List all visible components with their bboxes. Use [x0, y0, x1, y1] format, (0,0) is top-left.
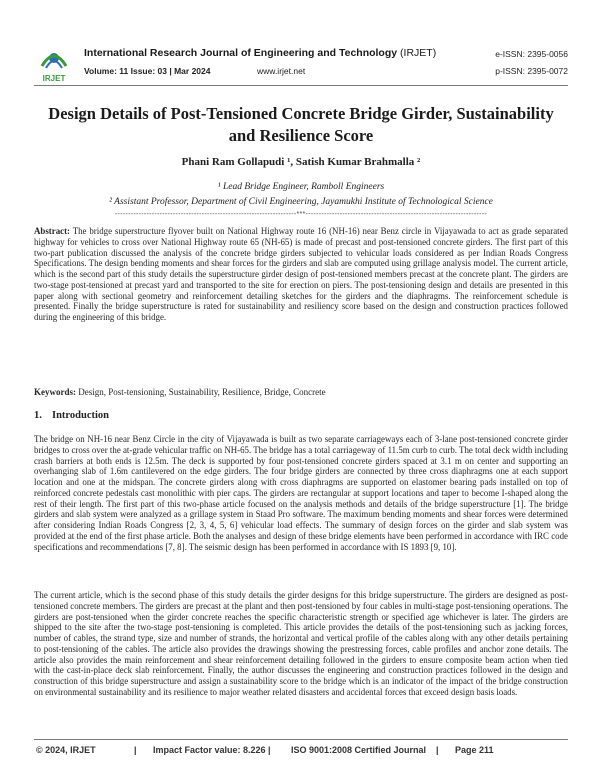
iso-certification: ISO 9001:2008 Certified Journal [291, 745, 427, 755]
footer-sep-1: | [134, 745, 137, 755]
section-number: 1. [34, 410, 42, 421]
separator-line: ---------------------------------------------------------------------***--------------------------------------------------------------------- [114, 211, 488, 218]
copyright: © 2024, IRJET [36, 745, 96, 755]
footer-rule [34, 739, 568, 740]
abstract-label: Abstract: [34, 226, 70, 236]
impact-factor: Impact Factor value: 8.226 [153, 745, 266, 755]
intro-paragraph-2: The current article, which is the second phase of this study details the girder designs for this bridge superstructure. The girders are designed as post-tensioned concrete members. The girders are precast at the plant and then post-tensioned by four cables in multi-stage post-tensioning operations. The girders are post-tensioned when the girder concrete reaches the specific characteristic strength or specified age whichever is later. The girders are shipped to the site after the two-stage post-tensioning is completed. This article provides the details of the post-tensioning such as jacking forces, number of cables, the strand type, size and number of strands, the horizontal and vertical profile of the cables along with any other details pertaining to post-tensioning of the cables. The article also provides the drawings showing the prestressing forces, cable profiles and anchor zone details. The article also provides the main reinforcement and shear reinforcement detailing followed in the girders to ensure composite beam action when tied with the cast-in-place deck slab reinforcement. Finally, the author discusses the engineering and construction practices followed in the design and construction of this bridge superstructure and assign a sustainability score to the bridge which is an indicator of the impact of the bridge construction on environmental sustainability and its resilience to major weather related disasters and accidental forces that exceed design basis loads. [34, 590, 568, 697]
section-title: Introduction [52, 410, 109, 421]
irjet-logo [34, 44, 74, 84]
footer-sep-2: | [268, 745, 271, 755]
header-rule [34, 85, 568, 86]
intro-paragraph-1: The bridge on NH-16 near Benz Circle in the city of Vijayawada is built as two separate carriageways each of 3-lane post-tensioned concrete girder bridges to cross over the at-grade vehicular traffic on NH-65. The bridge has a total carriageway of 11.5m curb to curb. The total deck width including crash barriers at both ends is 12.5m. The deck is supported by four post-tensioned concrete girders spaced at 3.1 m on center and supporting an overhanging slab of 1.6m cantilevered on the edge girders. The four bridge girders are connected by three cross diaphragms one at each support location and one at the midspan. The concrete girders along with cross diaphragms are supported on elastomer bearing pads installed on top of reinforced concrete pedestals cast monolithic with pier caps. The girders are rectangular at support locations and taper to become I-shaped along the rest of their length. The first part of this two-phase article focused on the analysis methods and details of the bridge superstructure [1]. The bridge girders and slab system were analyzed as a grillage system in Staad Pro software. The maximum bending moments and shear forces were determined after considering Indian Roads Congress [2, 3, 4, 5, 6] vehicular load effects. The summary of design forces on the girder and slab system was provided at the end of the first phase article. Both the analyses and design of these bridge elements have been performed in accordance with IRC code specifications and recommendations [7, 8]. The seismic design has been performed in accordance with IS 1893 [9, 10]. [34, 434, 568, 552]
section-heading [34, 410, 109, 421]
footer-sep-3: | [436, 745, 439, 755]
abstract [34, 226, 568, 323]
volume-issue: Volume: 11 Issue: 03 | Mar 2024 [84, 66, 211, 76]
affiliation-1: ¹ Lead Bridge Engineer, Ramboll Engineers [217, 182, 385, 192]
page-number: Page 211 [455, 745, 494, 755]
abstract-text: The bridge superstructure flyover built on National Highway route 16 (NH-16) near Benz circle in Vijayawada to act as grade separated highway for vehicles to cross over National Highway route 65 (NH-65) is made of precast and post-tensioned concrete girders. The first part of this two-part publication discussed the analysis of the concrete bridge girders subjected to vehicular loads considered as per Indian Roads Congress Specifications. The design bending moments and shear forces for the girders and slab are computed using grillage analysis model. The current article, which is the second part of this study details the superstructure girder design of post-tensioned members precast at the concrete plant. The girders are two-stage post-tensioned at precast yard and transported to the site for erection on piers. The post-tensioning design and details are presented in this paper along with sectional geometry and reinforcement detailing sketches for the girders and the diaphragms. The reinforcement schedule is presented. Finally the bridge superstructure is rated for sustainability and resiliency score based on the design and construction practices followed during the engineering of this bridge. [34, 226, 568, 322]
journal-title: International Research Journal of Engineering and Technology [84, 47, 398, 59]
website: www.irjet.net [257, 66, 306, 76]
journal-abbr: (IRJET) [400, 47, 437, 59]
author-list: Phani Ram Gollapudi ¹, Satish Kumar Brahmalla ² [181, 156, 421, 168]
journal-header [34, 44, 568, 84]
paper-title: Design Details of Post-Tensioned Concrete Bridge Girder, Sustainability and Resilience Score [48, 104, 554, 145]
issn-e: e-ISSN: 2395-0056 [495, 49, 568, 59]
keywords-label: Keywords: [34, 387, 76, 397]
journal-name [84, 47, 436, 59]
affiliation-2: ² Assistant Professor, Department of Civil Engineering, Jayamukhi Institute of Technological Science [109, 197, 493, 207]
keywords-text: Design, Post-tensioning, Sustainability, Resilience, Bridge, Concrete [76, 387, 326, 397]
logo-wordmark: IRJET [42, 74, 66, 83]
issn-p: p-ISSN: 2395-0072 [495, 66, 568, 76]
keywords [34, 387, 568, 398]
